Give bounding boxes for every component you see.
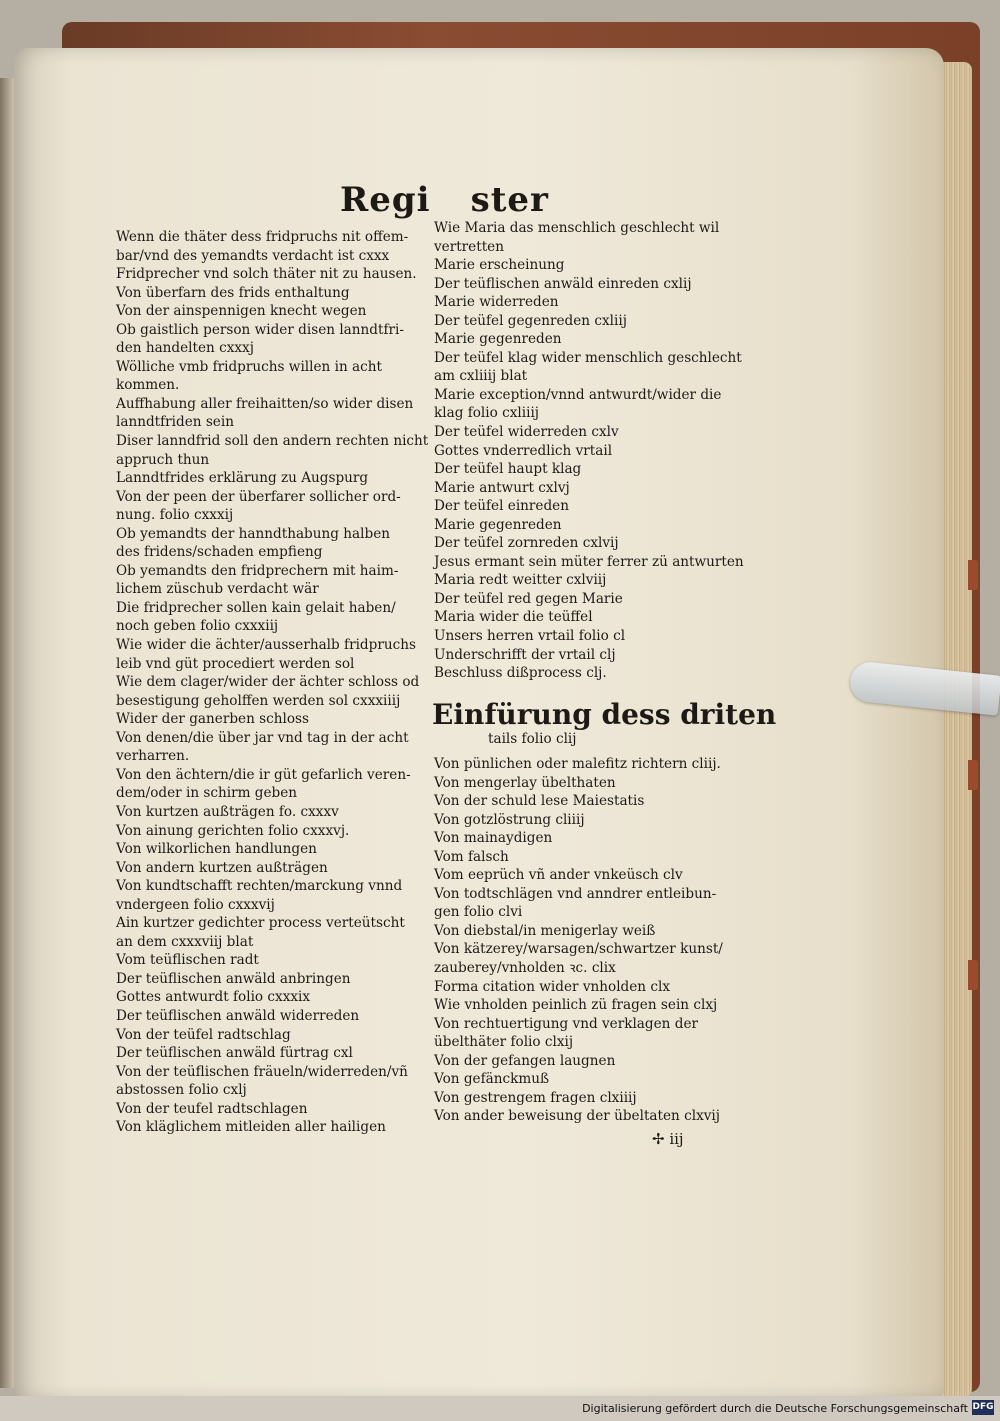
register-entry: Von denen/die über jar vnd tag in der acht [116, 729, 409, 746]
register-entry: Auffhabung aller freihaitten/so wider disen [116, 395, 414, 412]
register-entry: Von gotzlöstrung cliiij [434, 811, 585, 828]
register-entry: Wölliche vmb fridpruchs willen in acht [116, 358, 382, 375]
register-entry: Diser lanndfrid soll den andern rechten nicht [116, 433, 429, 450]
title-part: ster [470, 180, 549, 220]
register-entry: Wie dem clager/wider der ächter schloss od [116, 674, 420, 691]
register-entry: zauberey/vnholden ꝛc. clix [434, 960, 616, 977]
register-entry: Wie Maria das menschlich geschlecht wil [434, 220, 720, 236]
register-entry: Von diebstal/in menigerlay weiß [434, 922, 656, 939]
register-entry: Fridprecher vnd solch thäter nit zu hausen. [116, 266, 417, 283]
register-entry: Ob yemandts der hanndthabung halben [116, 525, 391, 542]
register-entry: nung. folio cxxxij [116, 507, 234, 524]
register-entry: Von andern kurtzen außträgen [116, 859, 328, 876]
register-entry: Von rechtuertigung vnd verklagen der [434, 1015, 698, 1032]
register-entry: Von den ächtern/die ir güt gefarlich veren- [116, 766, 411, 783]
register-entry: Von überfarn des frids enthaltung [116, 284, 350, 301]
register-entry: dem/oder in schirm geben [116, 785, 298, 802]
register-entry: vertretten [434, 238, 504, 255]
register-entry: Ain kurtzer gedichter process verteütscht [116, 915, 405, 932]
register-entry: vndergeen folio cxxxvij [116, 896, 275, 913]
section-subheading: tails folio clij [488, 731, 577, 747]
register-entry: Gottes antwurdt folio cxxxix [116, 989, 311, 1006]
register-entry: den handelten cxxxj [116, 340, 254, 357]
register-entry: lanndtfriden sein [116, 414, 234, 431]
register-entry: verharren. [116, 748, 190, 765]
register-entry: Von wilkorlichen handlungen [116, 841, 317, 858]
register-entry: Der teüflischen anwäld einreden cxlij [434, 275, 692, 292]
register-entry: appruch thun [116, 451, 210, 468]
footer-credit: Digitalisierung gefördert durch die Deutsche Forschungsgemeinschaft [582, 1402, 968, 1415]
register-entry: Wie vnholden peinlich zü fragen sein clxj [434, 997, 718, 1014]
register-entry: Underschrifft der vrtail clj [434, 646, 616, 663]
title-part: Regi [340, 180, 431, 220]
register-entry: Von kurtzen außträgen fo. cxxxv [116, 803, 339, 820]
dfg-logo: DFG [972, 1400, 994, 1415]
register-entry: Von pünlichen oder malefitz richtern cliij. [434, 756, 721, 772]
register-entry: übelthäter folio clxij [434, 1034, 574, 1051]
register-entry: Von der teufel radtschlagen [116, 1100, 308, 1117]
register-entry: Von kätzerey/warsagen/schwartzer kunst/ [434, 941, 723, 958]
right-column-top [434, 219, 744, 683]
register-entry: Von gefänckmuß [434, 1071, 550, 1088]
register-entry: abstossen folio cxlj [116, 1082, 247, 1099]
register-entry: Jesus ermant sein müter ferrer zü antwurten [434, 553, 744, 570]
register-entry: Marie gegenreden [434, 331, 562, 348]
register-entry: am cxliiij blat [434, 368, 528, 385]
register-entry: Von mengerlay übelthaten [434, 774, 616, 791]
register-entry: Ob gaistlich person wider disen lanndtfri- [116, 321, 404, 338]
register-entry: Die fridprecher sollen kain gelait haben/ [116, 599, 396, 616]
register-entry: Von der ainspennigen knecht wegen [116, 303, 367, 320]
register-entry: Von ainung gerichten folio cxxxvj. [116, 822, 350, 839]
register-entry: leib vnd güt procediert werden sol [116, 655, 355, 672]
signature-mark: ✢ iij [652, 1130, 684, 1148]
register-entry: Gottes vnderredlich vrtail [434, 442, 613, 459]
section-heading: Einfürung dess driten [432, 698, 777, 731]
register-entry: kommen. [116, 377, 180, 394]
register-entry: Marie gegenreden [434, 516, 562, 533]
register-entry: Marie exception/vnnd antwurdt/wider die [434, 386, 722, 403]
register-entry: noch geben folio cxxxiij [116, 618, 279, 635]
register-entry: Von todtschlägen vnd anndrer entleibun- [434, 885, 717, 902]
register-entry: Maria redt weitter cxlviij [434, 572, 607, 589]
register-title [340, 180, 589, 220]
thumb-tab [968, 760, 978, 790]
register-entry: Lanndtfrides erklärung zu Augspurg [116, 470, 369, 487]
register-entry: Beschluss dißprocess clj. [434, 665, 607, 682]
register-entry: Von gestrengem fragen clxiiij [434, 1089, 637, 1106]
register-entry: Von der teüfel radtschlag [116, 1026, 291, 1043]
register-entry: Wider der ganerben schloss [116, 711, 309, 728]
register-entry: Der teüflischen anwäld anbringen [116, 970, 351, 987]
register-entry: Von ander beweisung der übeltaten clxvij [434, 1108, 720, 1125]
register-entry: Marie widerreden [434, 294, 559, 311]
register-entry: Von der gefangen laugnen [434, 1052, 616, 1069]
register-entry: Vom eeprüch vñ ander vnkeüsch clv [434, 867, 683, 884]
register-entry: Von mainaydigen [434, 830, 553, 847]
register-entry: Von der peen der überfarer sollicher ord- [116, 488, 401, 505]
register-entry: Der teüfel gegenreden cxliij [434, 312, 627, 329]
register-entry: Vom teüflischen radt [116, 952, 259, 969]
register-entry: Der teüfel einreden [434, 498, 569, 515]
register-entry: Der teüflischen anwäld fürtrag cxl [116, 1045, 353, 1062]
register-entry: Marie antwurt cxlvj [434, 479, 570, 496]
register-entry: Forma citation wider vnholden clx [434, 978, 671, 995]
register-entry: Ob yemandts den fridprechern mit haim- [116, 562, 399, 579]
register-entry: klag folio cxliiij [434, 405, 540, 422]
left-column [116, 228, 428, 1137]
thumb-tab [968, 960, 978, 990]
register-entry: Der teüflischen anwäld widerreden [116, 1007, 360, 1024]
register-entry: an dem cxxxviij blat [116, 933, 254, 950]
register-entry: Der teüfel haupt klag [434, 461, 582, 478]
register-entry: Unsers herren vrtail folio cl [434, 628, 626, 645]
register-entry: Der teüfel zornreden cxlvij [434, 535, 619, 552]
right-column-bottom [434, 755, 723, 1126]
register-entry: Von der schuld lese Maiestatis [434, 793, 645, 810]
register-entry: Wie wider die ächter/ausserhalb fridpruchs [116, 637, 416, 654]
register-entry: Der teüfel widerreden cxlv [434, 424, 619, 441]
register-entry: Von kläglichem mitleiden aller hailigen [116, 1119, 386, 1136]
register-entry: Vom falsch [434, 848, 509, 865]
register-entry: Der teüfel red gegen Marie [434, 590, 623, 607]
register-entry: Von der teüflischen fräueln/widerreden/vñ [116, 1063, 408, 1080]
register-entry: bar/vnd des yemandts verdacht ist cxxx [116, 247, 390, 264]
register-entry: besestigung geholffen werden sol cxxxiiij [116, 692, 401, 709]
register-entry: Wenn die thäter dess fridpruchs nit offem- [116, 229, 409, 245]
register-entry: Von kundtschafft rechten/marckung vnnd [116, 878, 403, 895]
register-entry: Marie erscheinung [434, 257, 565, 274]
register-entry: lichem züschub verdacht wär [116, 581, 319, 598]
register-entry: des fridens/schaden empfieng [116, 544, 323, 561]
register-entry: gen folio clvi [434, 904, 523, 921]
register-entry: Der teüfel klag wider menschlich geschlecht [434, 349, 742, 366]
thumb-tab [968, 560, 978, 590]
register-entry: Maria wider die teüffel [434, 609, 593, 626]
